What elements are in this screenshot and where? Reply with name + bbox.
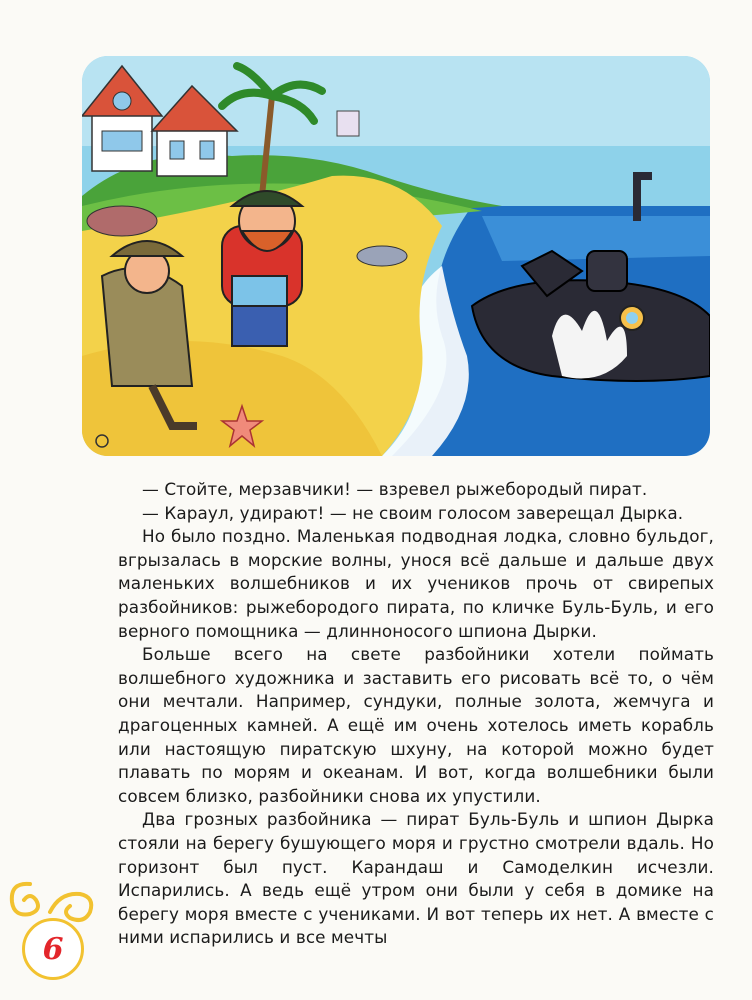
- paragraph-2: — Караул, удирают! — не своим голосом заверещал Дырка.: [142, 502, 684, 523]
- book-illustration: [82, 56, 710, 456]
- pirate-beach-scene: [82, 56, 710, 456]
- story-text: [118, 478, 714, 950]
- paragraph-4: Больше всего на свете разбойники хотели поймать волшебного художника и заставить его рисовать всё то, о чём они мечтали. Например, сундуки, полные золота, жемчуга и драгоценных камней. А ещё им очень хотелось иметь корабль или настоящую пиратскую шхуну, на которой можно будет плавать по морям и океанам. И вот, когда волшебники были совсем близко, разбойники снова их упустили.: [118, 644, 714, 806]
- paragraph-3: Но было поздно. Маленькая подводная лодка, словно бульдог, вгрызалась в морские волны, унося всё дальше и дальше двух маленьких волшебников и их учеников прочь от свирепых разбойников: рыжебородого пирата, по кличке Буль-Буль, и его верного помощника — длинноносого шпиона Дырки.: [118, 526, 714, 641]
- paragraph-1: — Стойте, мерзавчики! — взревел рыжебородый пират.: [142, 479, 648, 499]
- page-number: 6: [22, 918, 84, 980]
- paragraph-5: Два грозных разбойника — пират Буль-Буль и шпион Дырка стояли на берегу бушующего моря и грустно смотрели вдаль. Но горизонт был пуст. Карандаш и Самоделкин исчезли. Испарились. А ведь ещё утром они были у себя в домике на берегу моря вместе с учениками. И вот теперь их нет. А вместе с ними испарились и все мечты: [118, 809, 714, 948]
